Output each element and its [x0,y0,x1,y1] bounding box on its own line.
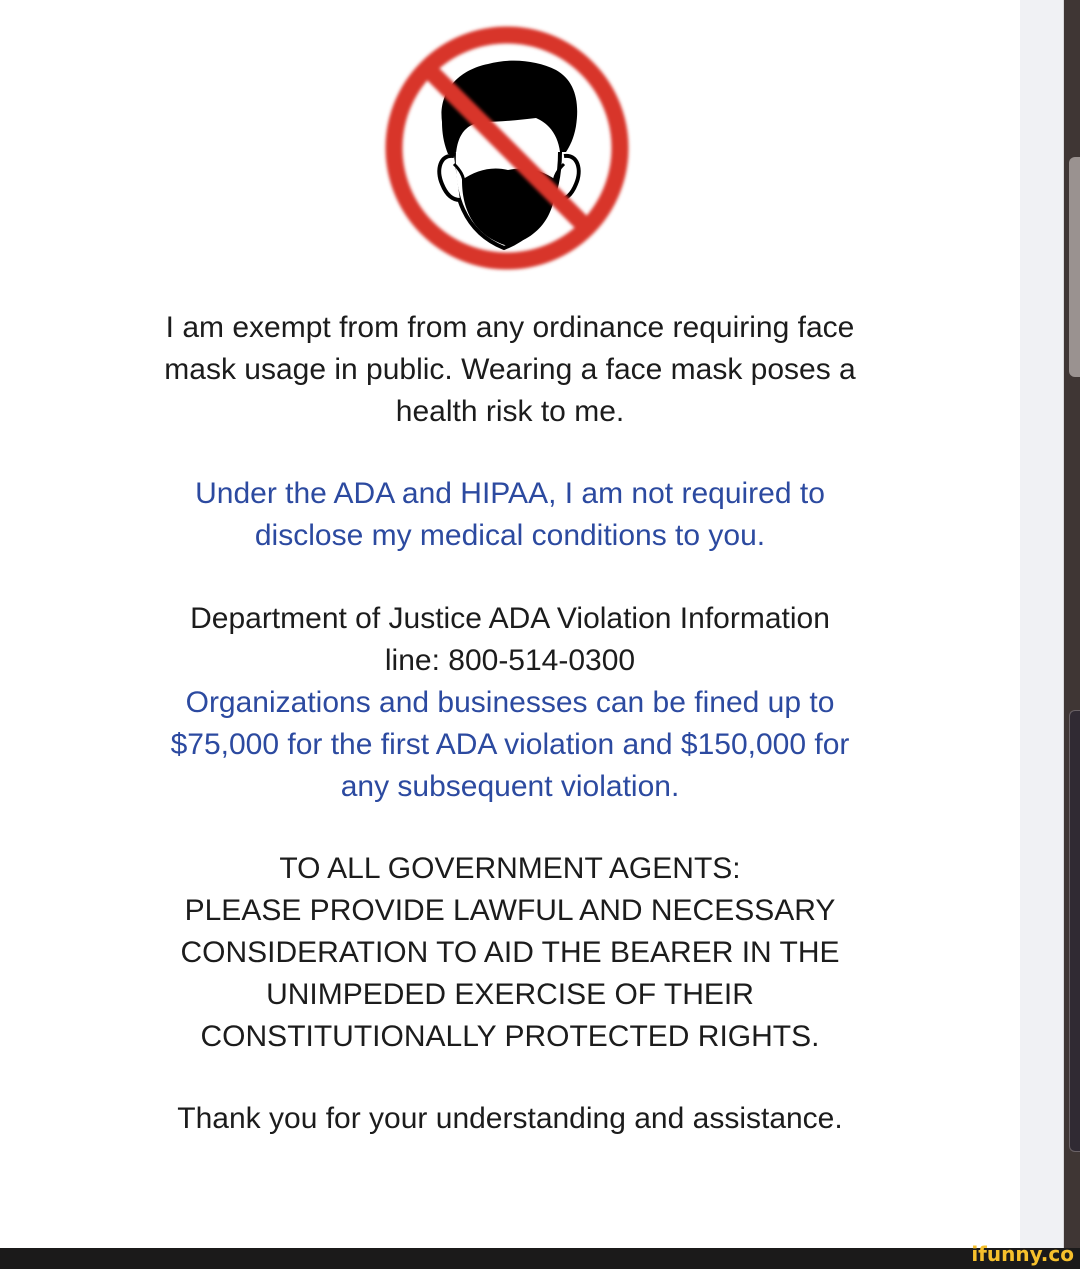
agents-line-2: PLEASE PROVIDE LAWFUL AND NECESSARY [184,894,836,927]
thank-you-text: Thank you for your understanding and assistance. [177,1102,843,1135]
exemption-statement [60,307,960,433]
ada-hipaa-line-1: Under the ADA and HIPAA, I am not required to [195,477,825,510]
watermark-bar [0,1248,1080,1269]
ada-hipaa-line-2: disclose my medical conditions to you. [254,519,766,552]
government-agents-notice [60,848,960,1058]
fines-line-1: Organizations and businesses can be fined up to [185,686,835,719]
scrollbar-thumb[interactable] [1069,157,1080,377]
doj-line-1: Department of Justice ADA Violation Information [190,602,830,635]
agents-line-1: TO ALL GOVERNMENT AGENTS: [279,852,741,885]
doj-phone-line: line: 800-514-0300 [384,644,636,677]
doj-info-line [60,598,960,682]
watermark-text: ifunny.co [971,1242,1074,1266]
agents-line-4: UNIMPEDED EXERCISE OF THEIR [266,978,754,1011]
agents-line-5: CONSTITUTIONALLY PROTECTED RIGHTS. [200,1020,820,1053]
thank-you-line [60,1098,960,1140]
fines-line-2: $75,000 for the first ADA violation and $150,000 for [170,728,850,761]
fines-line-3: any subsequent violation. [340,770,680,803]
ifunny-watermark [971,1244,1074,1264]
side-gutter [1020,0,1064,1248]
scrollbar-thumb-secondary[interactable] [1069,710,1080,1152]
exemption-line-2: mask usage in public. Wearing a face mask poses a [164,353,856,386]
ada-hipaa-statement [60,473,960,557]
exemption-line-1: I am exempt from from any ordinance requiring face [165,311,855,344]
exemption-line-3: health risk to me. [395,395,625,428]
fines-statement [60,682,960,808]
no-face-mask-prohibition-icon [360,14,640,274]
agents-line-3: CONSIDERATION TO AID THE BEARER IN THE [180,936,840,969]
